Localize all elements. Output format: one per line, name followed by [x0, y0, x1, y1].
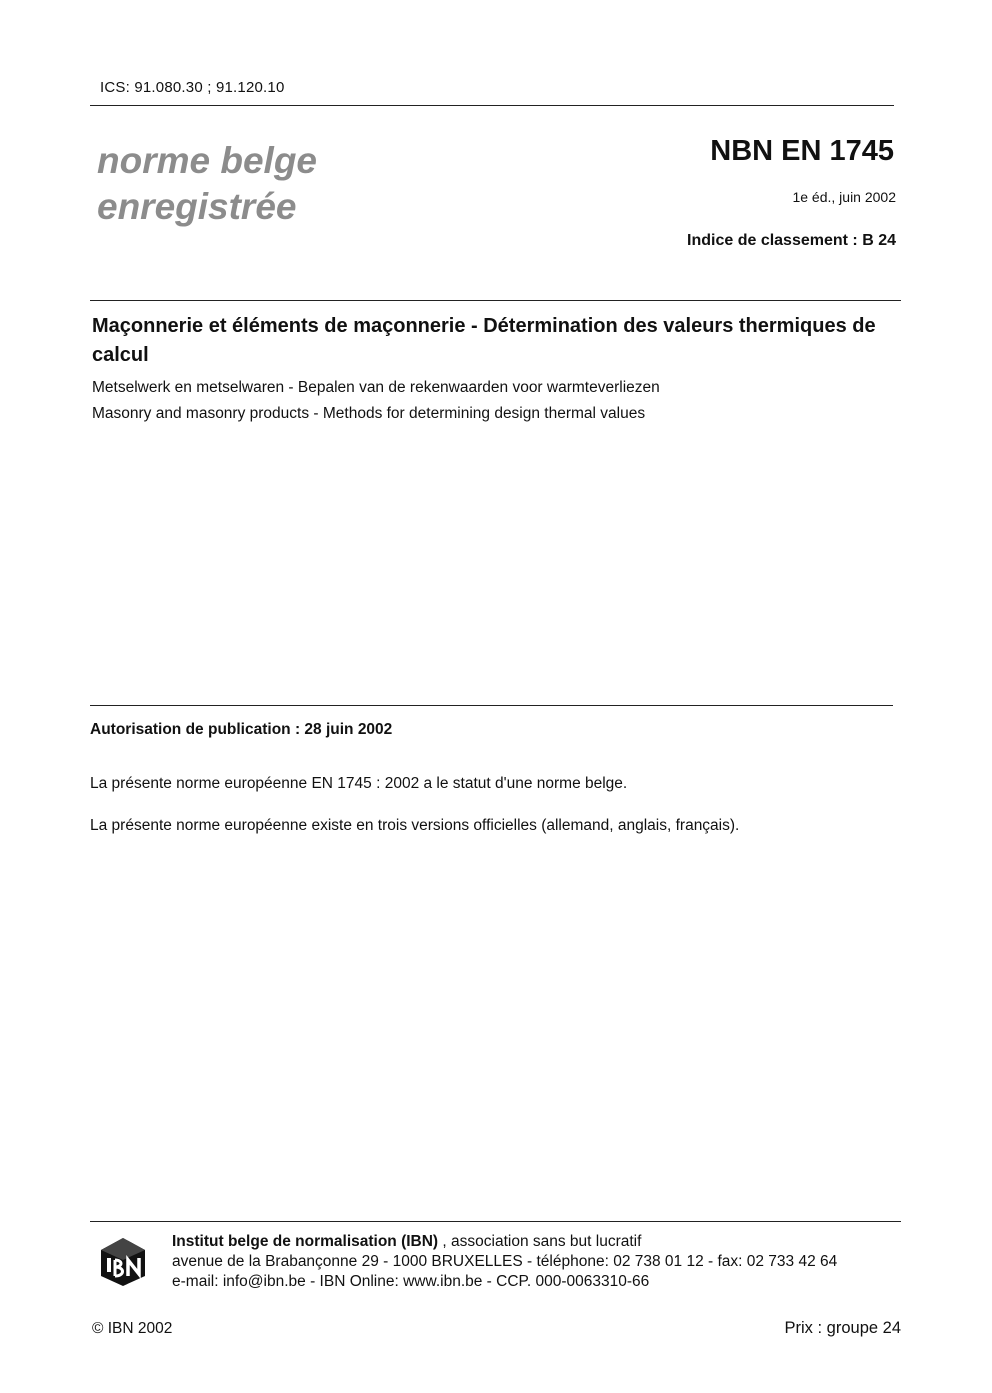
organisation-address: avenue de la Brabançonne 29 - 1000 BRUXELLES - téléphone: 02 738 01 12 - fax: 02 733 42 64 — [172, 1253, 838, 1270]
status-statement: La présente norme européenne EN 1745 : 2002 a le statut d'une norme belge. — [90, 775, 628, 792]
publication-authorization: Autorisation de publication : 28 juin 2002 — [90, 721, 393, 738]
organisation-name: Institut belge de normalisation (IBN) — [172, 1233, 439, 1250]
organisation-contact: e-mail: info@ibn.be - IBN Online: www.ibn.be - CCP. 000-0063310-66 — [172, 1273, 650, 1290]
title-english: Masonry and masonry products - Methods for determining design thermal values — [92, 405, 646, 422]
norme-line-1: norme belge — [97, 140, 317, 181]
divider-bottom — [90, 1221, 901, 1222]
norme-line-2: enregistrée — [97, 186, 297, 227]
edition-date: 1e éd., juin 2002 — [792, 189, 896, 205]
norme-belge-label — [97, 138, 317, 230]
divider-middle — [90, 705, 893, 706]
ics-codes: ICS: 91.080.30 ; 91.120.10 — [100, 79, 285, 96]
classification-index: Indice de classement : B 24 — [687, 232, 896, 249]
price-group: Prix : groupe 24 — [784, 1319, 901, 1337]
divider-top — [90, 105, 894, 106]
versions-statement: La présente norme européenne existe en trois versions officielles (allemand, anglais, français). — [90, 817, 740, 834]
organisation-line — [172, 1232, 837, 1252]
ibn-logo-icon — [97, 1236, 149, 1288]
divider-title — [90, 300, 901, 301]
organisation-block — [172, 1232, 837, 1292]
title-french: Maçonnerie et éléments de maçonnerie - Détermination des valeurs thermiques de calcul — [92, 315, 876, 366]
copyright: © IBN 2002 — [92, 1320, 173, 1337]
standard-code: NBN EN 1745 — [710, 135, 894, 167]
title-dutch: Metselwerk en metselwaren - Bepalen van de rekenwaarden voor warmteverliezen — [92, 379, 660, 396]
organisation-type: , association sans but lucratif — [438, 1233, 642, 1250]
